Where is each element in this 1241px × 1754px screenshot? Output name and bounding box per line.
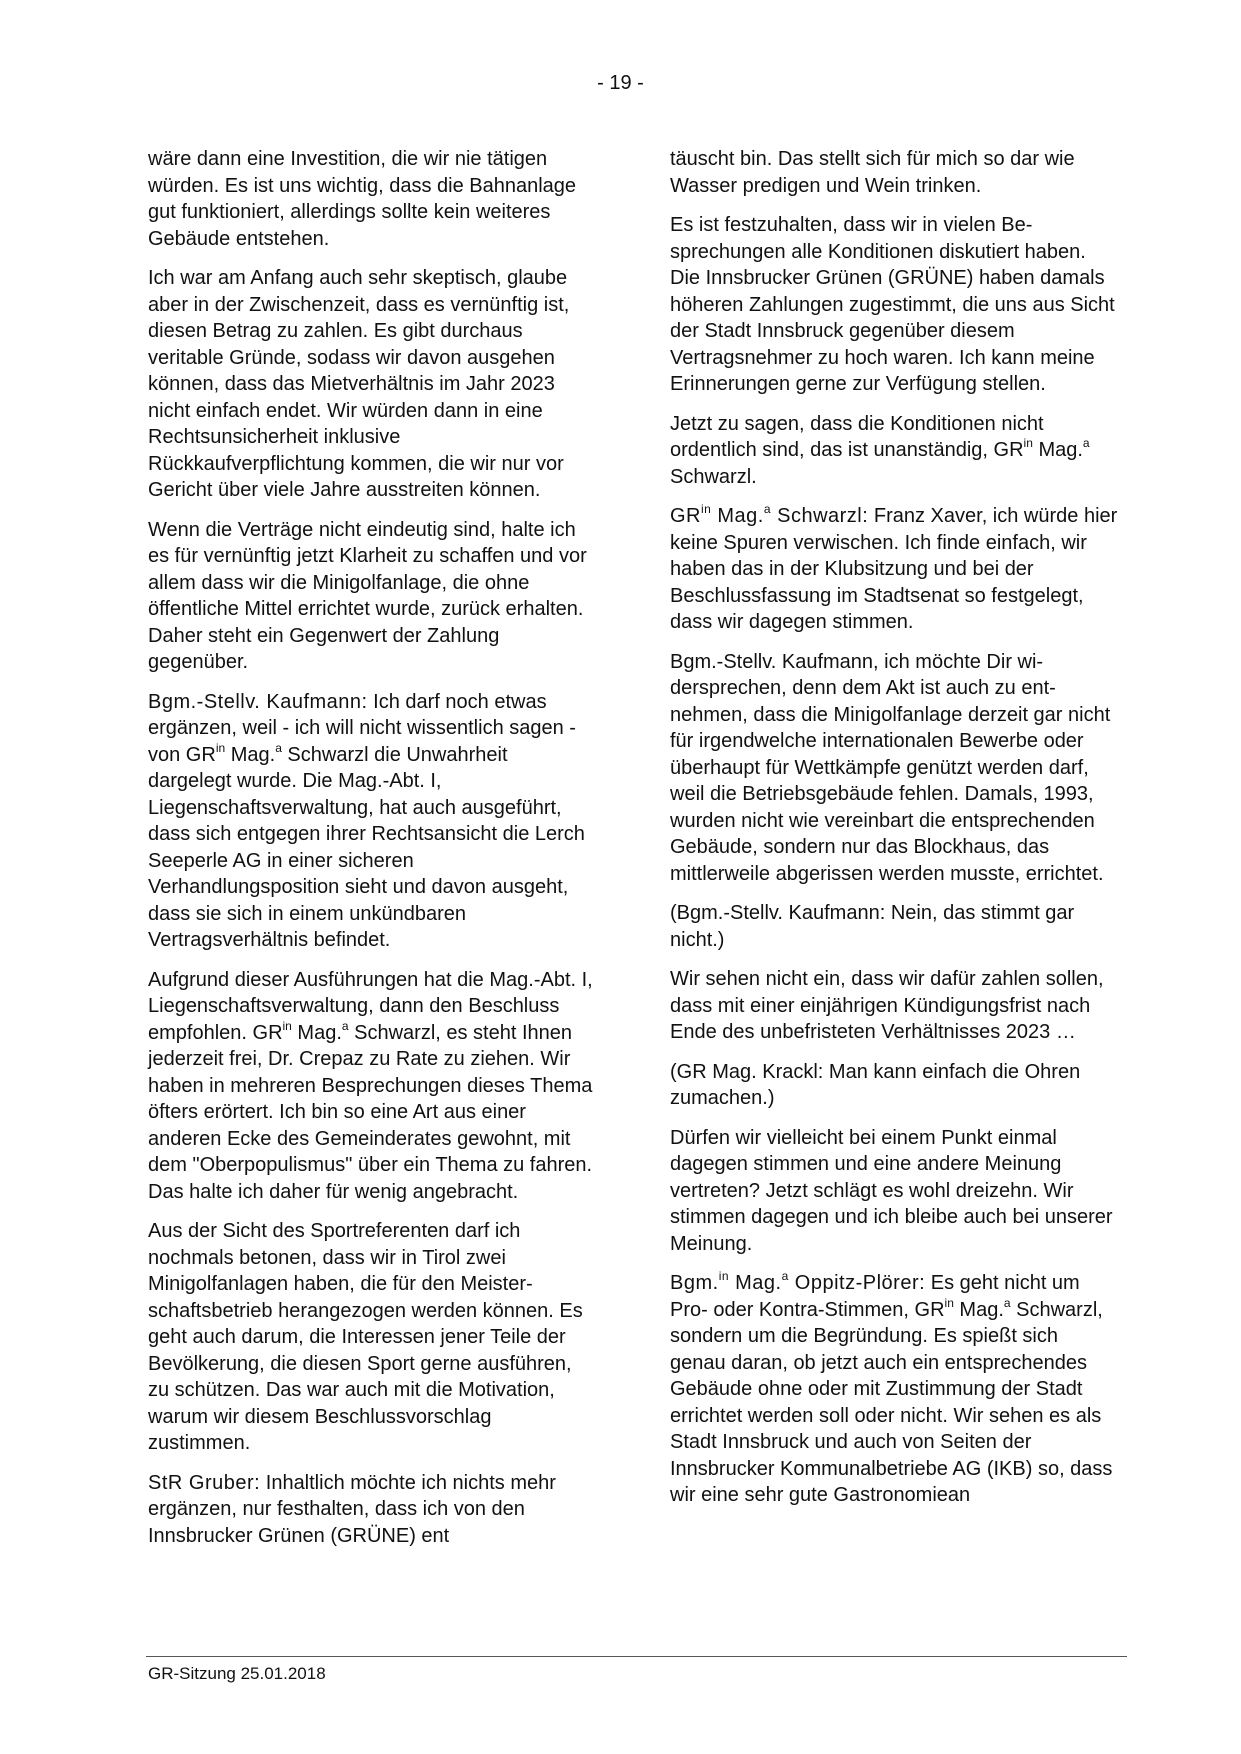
paragraph (148, 967, 596, 1206)
paragraph: (GR Mag. Krackl: Man kann einfach die Ohren zumachen.) (670, 1060, 1081, 1109)
superscript: a (1003, 1295, 1011, 1310)
superscript: in (1023, 436, 1033, 450)
paragraph (670, 503, 1118, 636)
text-run: Ich darf noch etwas ergänzen, weil - ich will nicht wissentlich sagen - von GR (148, 690, 576, 766)
text-run: Schwarzl, es steht Ihnen jederzeit frei, Dr. Crepaz zu Rate zu ziehen. Wir haben in mehreren Besprechungen dieses Thema öfters erörtert. Ich bin so eine Art aus einer anderen Ecke des Gemeinderates gewohnt, mit dem "Oberpopulismus" über ein Thema zu fahren. Das halte ich daher für wenig angebracht. (148, 1021, 593, 1203)
paragraph (148, 689, 596, 954)
paragraph: wäre dann eine Investition, die wir nie tätigen würden. Es ist uns wichtig, dass die Bahnanlage gut funktioniert, allerdings sollte kein weiteres Gebäude entstehen. (148, 148, 577, 250)
text-run: Schwarzl. (670, 465, 757, 488)
speaker-name (670, 502, 869, 527)
superscript: a (1082, 436, 1090, 450)
superscript: a (341, 1018, 349, 1033)
paragraph: (Bgm.-Stellv. Kaufmann: Nein, das stimmt gar nicht.) (670, 902, 1075, 951)
paragraph (148, 1470, 596, 1550)
paragraph: Wenn die Verträge nicht eindeutig sind, halte ich es für vernünftig jetzt Klarheit zu schaffen und vor allem dass wir die Minigolfanlage, die ohne öffentliche Mittel errichtet wurde, zurück erhalten. Daher steht ein Gegenwert der Zahlung gegenüber. (148, 518, 587, 673)
speaker-name: Bgm.-Stellv. Kaufmann: (148, 690, 368, 713)
superscript: in (282, 1018, 292, 1033)
paragraph: Es ist festzuhalten, dass wir in vielen Besprechungen alle Konditionen diskutiert haben. Die Innsbrucker Grünen (GRÜNE) haben damals höheren Zahlungen zugestimmt, die uns aus Sicht der Stadt Innsbruck gegenüber diesem Vertragsnehmer zu hoch waren. Ich kann meine Erinnerungen gerne zur Verfügung stellen. (670, 214, 1115, 395)
speaker-part: Oppitz-Plörer: (788, 1272, 926, 1294)
text-run: Inhaltlich möchte ich nichts mehr ergänzen, nur festhalten, dass ich von den Innsbrucker Grünen (GRÜNE) ent (148, 1471, 556, 1547)
speaker-name (670, 1269, 926, 1294)
text-run: Es geht nicht um Pro- oder Kontra-Stimmen, GR (670, 1272, 1080, 1321)
text-run: Jetzt zu sagen, dass die Konditionen nicht ordentlich sind, das ist unanständig, GR (670, 412, 1044, 461)
paragraph: Bgm.-Stellv. Kaufmann, ich möchte Dir widersprechen, denn dem Akt ist auch zu entnehmen, dass die Minigolfanlage derzeit gar nicht für irgendwelche internationalen Bewerbe oder überhaupt für Wettkämpfe genützt werden darf, weil die Betriebsgebäude fehlen. Damals, 1993, wurden nicht wie vereinbart die entsprechenden Gebäude, sondern nur das Blockhaus, das mittlerweile abgerissen werden musste, errichtet. (670, 650, 1111, 885)
footer-label: GR-Sitzung 25.01.2018 (148, 1664, 326, 1683)
text-run: Mag. (291, 1021, 342, 1044)
superscript: in (701, 502, 712, 516)
text-run: Mag. (225, 743, 276, 766)
superscript: a (275, 740, 282, 755)
text-run: Mag. (1032, 439, 1083, 461)
superscript: in (944, 1295, 954, 1310)
speaker-name: StR Gruber: (148, 1471, 261, 1494)
text-run: Mag. (953, 1298, 1004, 1321)
text-run: Schwarzl die Unwahrheit dargelegt wurde. Die Mag.-Abt. I, Liegenschaftsverwaltung, hat auch ausgeführt, dass sich entgegen ihrer Rechtsansicht die Lerch Seeperle AG in einer sicheren Verhandlungsposition sieht und davon ausgeht, dass sie sich in einem unkündbaren Vertragsverhältnis befindet. (148, 743, 585, 951)
text-run: Schwarzl, sondern um die Begründung. Es spießt sich genau daran, ob jetzt auch ein entsprechendes Gebäude ohne oder mit Zustimmung der Stadt errichtet werden soll oder nicht. Wir sehen es als Stadt Innsbruck und auch von Seiten der Innsbrucker Kommunalbetriebe AG (IKB) so, dass wir eine sehr gute Gastronomiean (670, 1298, 1113, 1506)
paragraph: Dürfen wir vielleicht bei einem Punkt einmal dagegen stimmen und eine andere Meinung vertreten? Jetzt schlägt es wohl dreizehn. Wir stimmen dagegen und ich bleibe auch bei unserer Meinung. (670, 1126, 1113, 1255)
text-run: Aufgrund dieser Ausführungen hat die Mag.-Abt. I, Liegenschaftsverwaltung, dann den Beschluss empfohlen. GR (148, 968, 593, 1044)
paragraph (670, 1270, 1118, 1509)
superscript: in (718, 1269, 730, 1283)
superscript: in (215, 740, 226, 755)
superscript: a (763, 502, 772, 516)
footer-divider (146, 1656, 1127, 1657)
paragraph (670, 411, 1118, 491)
speaker-part: Schwarzl: (771, 505, 869, 527)
text-run: Franz Xaver, ich würde hier keine Spuren verwischen. Ich finde einfach, wir haben das in der Klubsitzung und bei der Beschlussfassung im Stadtsenat so festgelegt, dass wir dagegen stimmen. (670, 505, 1118, 633)
page-number: - 19 - (597, 72, 644, 94)
paragraph: Wir sehen nicht ein, dass wir dafür zahlen sollen, dass mit einer einjährigen Kündigungsfrist nach Ende des unbefristeten Verhältnisses 2023 … (670, 968, 1104, 1043)
speaker-part: Mag. (711, 505, 764, 527)
left-column (148, 146, 596, 1562)
paragraph: Ich war am Anfang auch sehr skeptisch, glaube aber in der Zwischenzeit, dass es vernünftig ist, diesen Betrag zu zahlen. Es gibt durchaus veritable Gründe, sodass wir davon ausgehen können, dass das Mietverhältnis im Jahr 2023 nicht einfach endet. Wir würden dann in eine Rechtsunsicherheit inklusive Rückkaufverpflichtung kommen, die wir nur vor Gericht über viele Jahre ausstreiten können. (148, 267, 570, 501)
paragraph: Aus der Sicht des Sportreferenten darf ich nochmals betonen, dass wir in Tirol zwei Minigolfanlagen haben, die für den Meisterschaftsbetrieb herangezogen werden können. Es geht auch darum, die Interessen jener Teile der Bevölkerung, die diesen Sport gerne ausführen, zu schützen. Das war auch mit die Motivation, warum wir diesem Beschlussvorschlag zustimmen. (148, 1220, 583, 1454)
superscript: a (781, 1269, 789, 1283)
speaker-part: Mag. (729, 1272, 782, 1294)
right-column (670, 146, 1118, 1522)
speaker-part: GR (670, 505, 701, 527)
paragraph: täuscht bin. Das stellt sich für mich so dar wie Wasser predigen und Wein trinken. (670, 148, 1075, 197)
speaker-part: Bgm. (670, 1272, 719, 1294)
